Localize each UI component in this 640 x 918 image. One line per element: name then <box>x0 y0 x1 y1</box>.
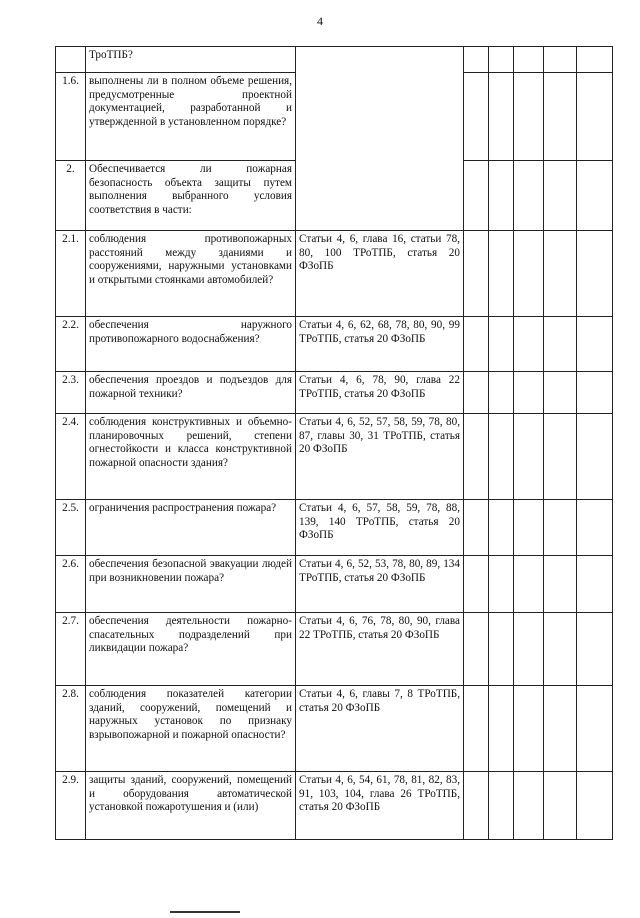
requirement-reference: Статьи 4, 6, главы 7, 8 ТРоТПБ, статья 20 ФЗоПБ <box>296 686 464 772</box>
answer-no-cell <box>489 686 514 772</box>
answer-na-cell <box>514 613 544 686</box>
answer-extra-cell <box>544 772 577 840</box>
table-row <box>56 686 613 772</box>
notes-cell <box>577 47 613 73</box>
row-number: 2.8. <box>56 686 86 772</box>
answer-yes-cell <box>464 556 489 613</box>
requirement-reference <box>296 47 464 231</box>
requirement-reference: Статьи 4, 6, 76, 78, 80, 90, глава 22 ТРоТПБ, статья 20 ФЗоПБ <box>296 613 464 686</box>
question-text: ТроТПБ? <box>86 47 296 73</box>
row-number: 1.6. <box>56 73 86 161</box>
notes-cell <box>577 73 613 161</box>
answer-yes-cell <box>464 231 489 317</box>
answer-yes-cell <box>464 613 489 686</box>
answer-na-cell <box>514 772 544 840</box>
question-text: обеспечения деятельности пожарно-спасательных подразделений при ликвидации пожара? <box>86 613 296 686</box>
row-number: 2.1. <box>56 231 86 317</box>
question-text: обеспечения проездов и подъездов для пожарной техники? <box>86 372 296 414</box>
requirement-reference: Статьи 4, 6, 78, 90, глава 22 ТРоТПБ, статья 20 ФЗоПБ <box>296 372 464 414</box>
answer-na-cell <box>514 372 544 414</box>
requirement-reference: Статьи 4, 6, 52, 53, 78, 80, 89, 134 ТРоТПБ, статья 20 ФЗоПБ <box>296 556 464 613</box>
question-text: ограничения распространения пожара? <box>86 500 296 556</box>
table-row <box>56 372 613 414</box>
table-row <box>56 613 613 686</box>
answer-extra-cell <box>544 231 577 317</box>
answer-yes-cell <box>464 414 489 500</box>
notes-cell <box>577 500 613 556</box>
checklist-table <box>55 46 613 840</box>
notes-cell <box>577 556 613 613</box>
requirement-reference: Статьи 4, 6, 54, 61, 78, 81, 82, 83, 91, 103, 104, глава 26 ТРоТПБ, статья 20 ФЗоПБ <box>296 772 464 840</box>
row-number <box>56 47 86 73</box>
answer-yes-cell <box>464 772 489 840</box>
question-text: соблюдения показателей категории зданий, сооружений, помещений и наружных установок по признаку взрывопожарной и пожарной опасности? <box>86 686 296 772</box>
question-text: соблюдения противопожарных расстояний между зданиями и сооружениями, наружными установками и открытыми стоянками автомобилей? <box>86 231 296 317</box>
answer-extra-cell <box>544 161 577 231</box>
answer-no-cell <box>489 372 514 414</box>
answer-no-cell <box>489 161 514 231</box>
table-row <box>56 231 613 317</box>
notes-cell <box>577 231 613 317</box>
answer-na-cell <box>514 556 544 613</box>
notes-cell <box>577 372 613 414</box>
answer-no-cell <box>489 317 514 372</box>
answer-no-cell <box>489 73 514 161</box>
answer-no-cell <box>489 772 514 840</box>
answer-extra-cell <box>544 613 577 686</box>
answer-no-cell <box>489 231 514 317</box>
row-number: 2.6. <box>56 556 86 613</box>
row-number: 2. <box>56 161 86 231</box>
requirement-reference: Статьи 4, 6, 62, 68, 78, 80, 90, 99 ТРоТПБ, статья 20 ФЗоПБ <box>296 317 464 372</box>
answer-yes-cell <box>464 317 489 372</box>
answer-extra-cell <box>544 686 577 772</box>
answer-extra-cell <box>544 317 577 372</box>
question-text: обеспечения безопасной эвакуации людей при возникновении пожара? <box>86 556 296 613</box>
answer-no-cell <box>489 500 514 556</box>
answer-yes-cell <box>464 161 489 231</box>
answer-na-cell <box>514 73 544 161</box>
answer-na-cell <box>514 317 544 372</box>
answer-na-cell <box>514 47 544 73</box>
answer-yes-cell <box>464 47 489 73</box>
table-row <box>56 500 613 556</box>
answer-extra-cell <box>544 414 577 500</box>
answer-yes-cell <box>464 372 489 414</box>
table-row <box>56 772 613 840</box>
answer-na-cell <box>514 686 544 772</box>
row-number: 2.7. <box>56 613 86 686</box>
scan-artifact-line <box>170 911 240 913</box>
answer-na-cell <box>514 161 544 231</box>
question-text: Обеспечивается ли пожарная безопасность объекта защиты путем выполнения выбранного условия соответствия в части: <box>86 161 296 231</box>
answer-extra-cell <box>544 73 577 161</box>
notes-cell <box>577 686 613 772</box>
table-row <box>56 414 613 500</box>
notes-cell <box>577 161 613 231</box>
answer-extra-cell <box>544 47 577 73</box>
notes-cell <box>577 414 613 500</box>
notes-cell <box>577 613 613 686</box>
requirement-reference: Статьи 4, 6, глава 16, статьи 78, 80, 100 ТРоТПБ, статья 20 ФЗоПБ <box>296 231 464 317</box>
table-row <box>56 556 613 613</box>
page-number: 4 <box>317 14 323 28</box>
answer-na-cell <box>514 414 544 500</box>
row-number: 2.4. <box>56 414 86 500</box>
answer-extra-cell <box>544 500 577 556</box>
answer-extra-cell <box>544 372 577 414</box>
question-text: защиты зданий, сооружений, помещений и оборудования автоматической установкой пожаротушения и (или) <box>86 772 296 840</box>
row-number: 2.9. <box>56 772 86 840</box>
table-row <box>56 317 613 372</box>
answer-extra-cell <box>544 556 577 613</box>
notes-cell <box>577 317 613 372</box>
answer-yes-cell <box>464 686 489 772</box>
requirement-reference: Статьи 4, 6, 52, 57, 58, 59, 78, 80, 87, главы 30, 31 ТРоТПБ, статья 20 ФЗоПБ <box>296 414 464 500</box>
answer-yes-cell <box>464 73 489 161</box>
question-text: обеспечения наружного противопожарного водоснабжения? <box>86 317 296 372</box>
notes-cell <box>577 772 613 840</box>
question-text: выполнены ли в полном объеме решения, предусмотренные проектной документацией, разработанной и утвержденной в установленном порядке? <box>86 73 296 161</box>
answer-na-cell <box>514 231 544 317</box>
question-text: соблюдения конструктивных и объемно-планировочных решений, степени огнестойкости и класса конструктивной пожарной опасности здания? <box>86 414 296 500</box>
answer-na-cell <box>514 500 544 556</box>
answer-no-cell <box>489 613 514 686</box>
requirement-reference: Статьи 4, 6, 57, 58, 59, 78, 88, 139, 140 ТРоТПБ, статья 20 ФЗоПБ <box>296 500 464 556</box>
table-row <box>56 47 613 73</box>
row-number: 2.2. <box>56 317 86 372</box>
answer-no-cell <box>489 556 514 613</box>
row-number: 2.3. <box>56 372 86 414</box>
answer-no-cell <box>489 47 514 73</box>
row-number: 2.5. <box>56 500 86 556</box>
answer-yes-cell <box>464 500 489 556</box>
answer-no-cell <box>489 414 514 500</box>
